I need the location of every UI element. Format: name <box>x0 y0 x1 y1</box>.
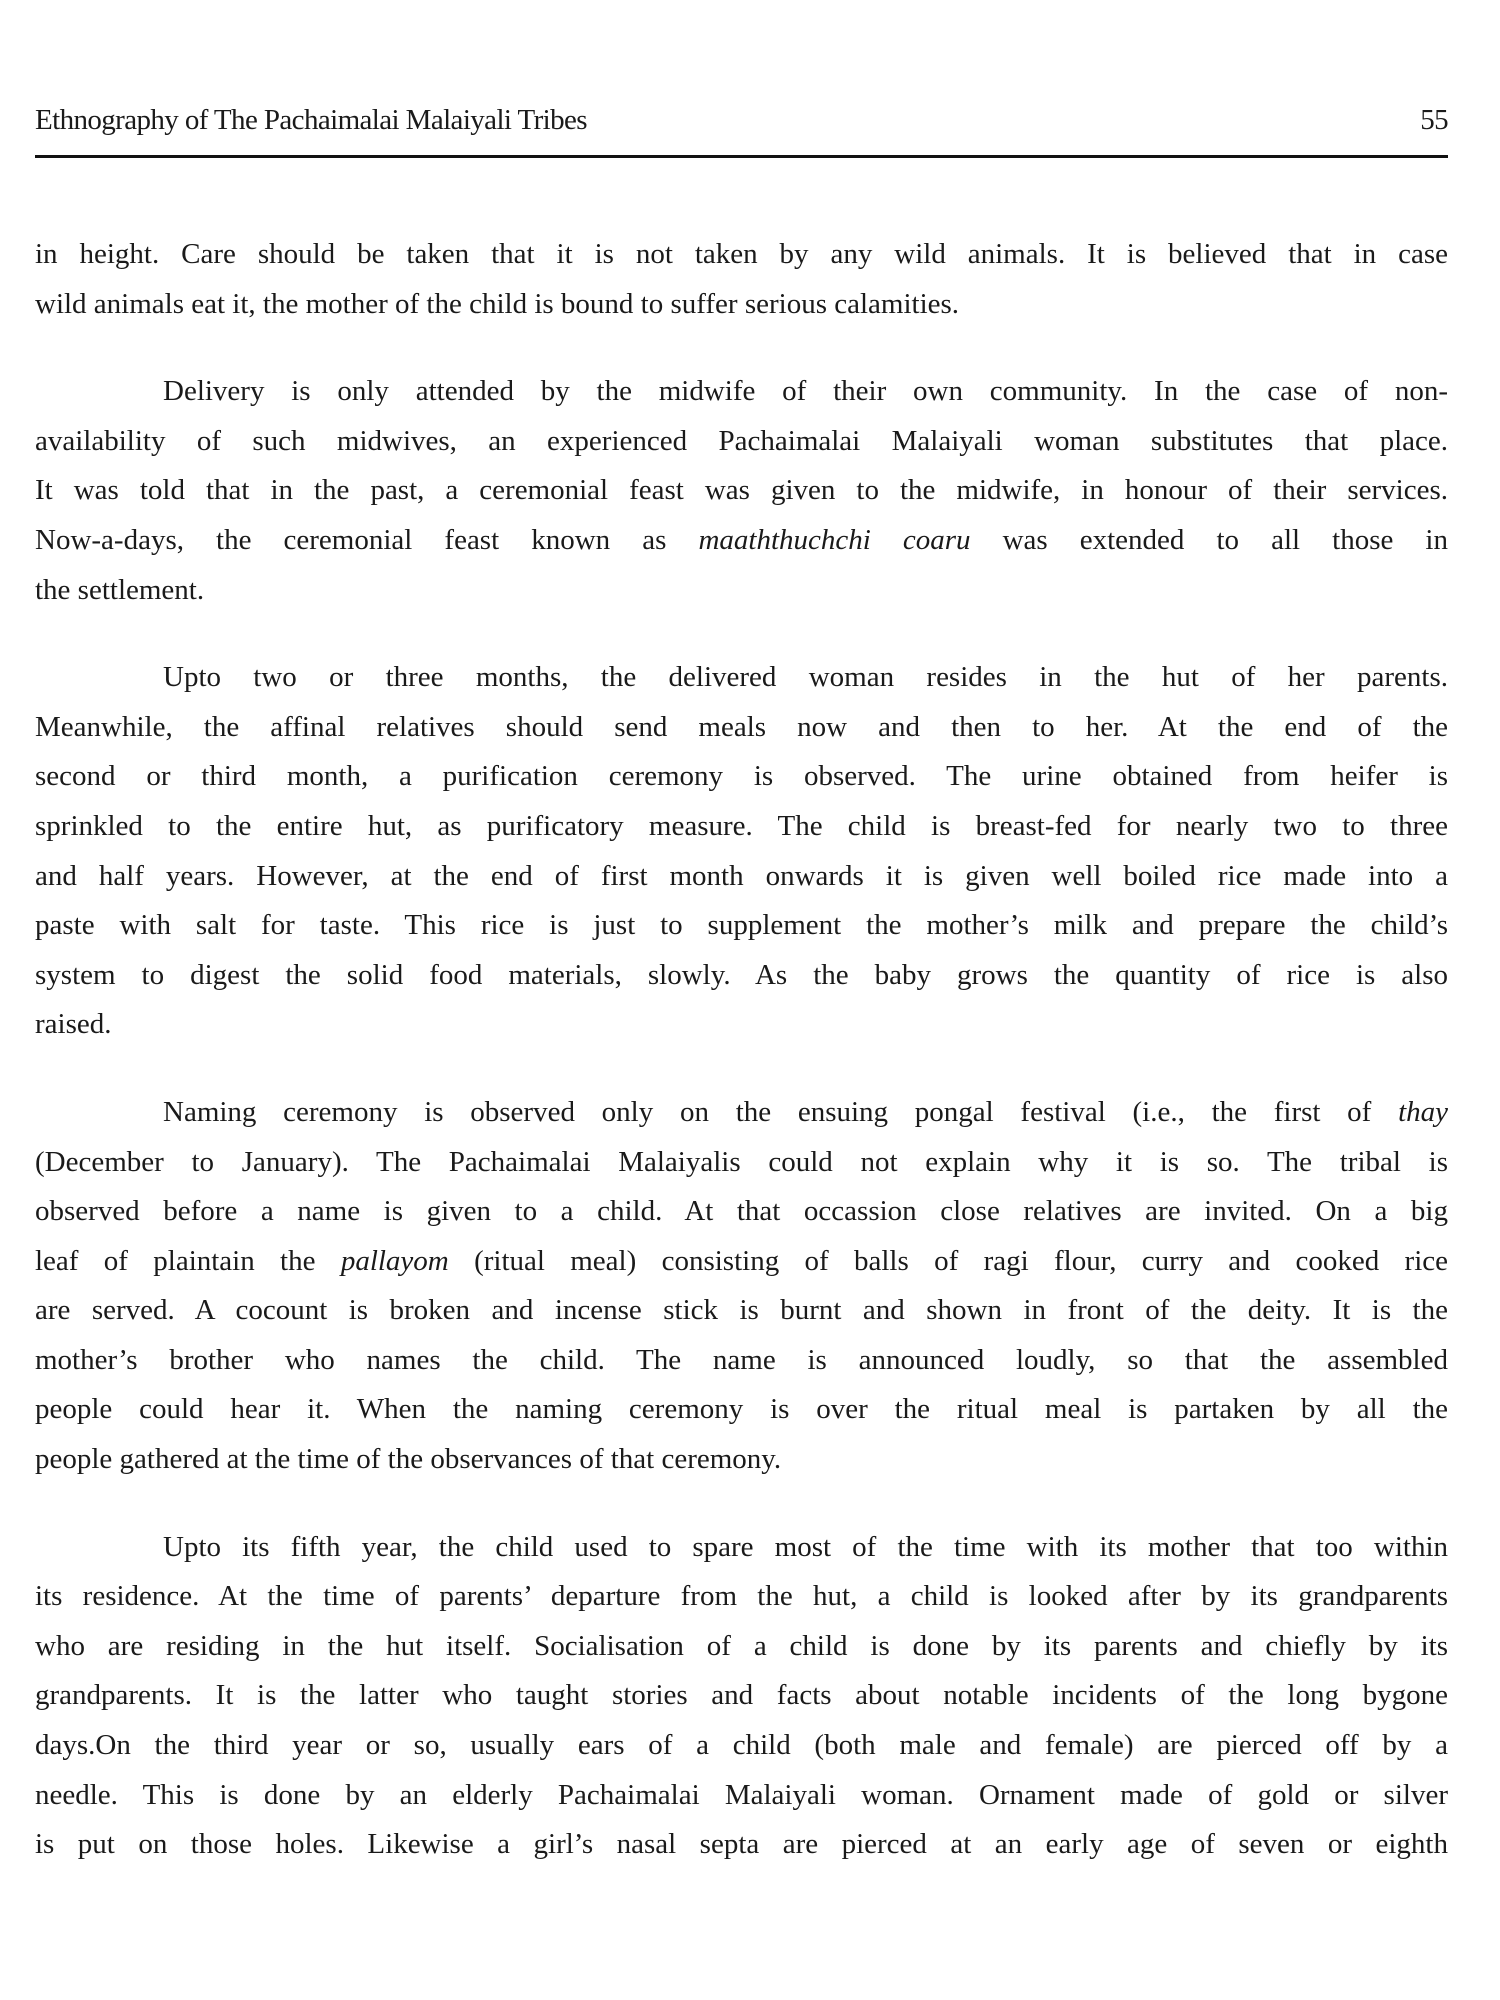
text-segment: are served. A cocount is broken and incense stick is burnt and shown in front of the deity. It is the <box>35 1294 1448 1327</box>
text-line <box>35 951 1448 1001</box>
text-segment: in height. Care should be taken that it is not taken by any wild animals. It is believed that in case <box>35 238 1448 270</box>
text-line <box>35 1671 1448 1721</box>
paragraph <box>35 1523 1448 1870</box>
text-line <box>35 1187 1448 1237</box>
text-line <box>35 466 1448 516</box>
text-line <box>35 1721 1448 1771</box>
text-segment: raised. <box>35 1008 112 1041</box>
page-number: 55 <box>1420 104 1448 136</box>
page-body <box>35 230 1448 1908</box>
text-line <box>35 852 1448 902</box>
text-segment: the settlement. <box>35 573 205 606</box>
text-segment: people gathered at the time of the observances of that ceremony. <box>35 1443 782 1476</box>
text-line <box>35 1286 1448 1336</box>
text-line <box>35 1523 1448 1573</box>
paragraph <box>35 230 1448 329</box>
text-segment: mother’s brother who names the child. The name is announced loudly, so that the assembled <box>35 1343 1448 1376</box>
text-segment: needle. This is done by an elderly Pachaimalai Malaiyali woman. Ornament made of gold or silver <box>35 1778 1448 1811</box>
text-line <box>35 1237 1448 1287</box>
text-segment: and half years. However, at the end of first month onwards it is given well boiled rice made into a <box>35 859 1448 892</box>
text-segment: availability of such midwives, an experienced Pachaimalai Malaiyali woman substitutes that place. <box>35 424 1448 457</box>
text-line <box>35 1000 1448 1050</box>
paragraph <box>35 367 1448 615</box>
text-line <box>35 566 1448 616</box>
text-segment: Upto two or three months, the delivered woman resides in the hut of her parents. <box>163 661 1448 694</box>
text-segment: Now-a-days, the ceremonial feast known as <box>35 523 699 556</box>
text-line <box>35 703 1448 753</box>
text-segment: (December to January). The Pachaimalai Malaiyalis could not explain why it is so. The tribal is <box>35 1145 1448 1178</box>
text-line <box>35 367 1448 417</box>
text-line <box>35 752 1448 802</box>
text-segment: Delivery is only attended by the midwife of their own community. In the case of non- <box>163 375 1448 408</box>
text-segment: its residence. At the time of parents’ departure from the hut, a child is looked after by its grandparents <box>35 1580 1448 1613</box>
text-line <box>35 1336 1448 1386</box>
text-line <box>35 802 1448 852</box>
text-segment: (ritual meal) consisting of balls of ragi flour, curry and cooked rice <box>448 1244 1448 1277</box>
text-segment: grandparents. It is the latter who taught stories and facts about notable incidents of the long bygone <box>35 1679 1448 1712</box>
italic-term: pallayom <box>340 1244 449 1277</box>
text-line <box>35 1088 1448 1138</box>
text-segment: paste with salt for taste. This rice is just to supplement the mother’s milk and prepare the child’s <box>35 909 1448 942</box>
text-segment: second or third month, a purification ceremony is observed. The urine obtained from heifer is <box>35 760 1448 793</box>
text-segment: Upto its fifth year, the child used to spare most of the time with its mother that too within <box>163 1530 1448 1563</box>
text-segment: people could hear it. When the naming ceremony is over the ritual meal is partaken by all the <box>35 1393 1448 1426</box>
text-segment: system to digest the solid food materials, slowly. As the baby grows the quantity of rice is also <box>35 958 1448 991</box>
text-segment: wild animals eat it, the mother of the child is bound to suffer serious calamities. <box>35 287 960 320</box>
text-segment: was extended to all those in <box>970 523 1448 556</box>
text-segment: leaf of plaintain the <box>35 1244 341 1277</box>
text-line <box>35 653 1448 703</box>
text-segment: days.On the third year or so, usually ears of a child (both male and female) are pierced off by a <box>35 1729 1448 1762</box>
italic-term: thay <box>1398 1095 1448 1128</box>
text-line <box>35 1385 1448 1435</box>
running-header <box>35 104 1448 144</box>
text-line <box>35 1820 1448 1870</box>
text-line <box>35 901 1448 951</box>
text-line <box>35 417 1448 467</box>
text-segment: Naming ceremony is observed only on the ensuing pongal festival (i.e., the first of <box>163 1095 1399 1128</box>
text-line <box>35 1771 1448 1821</box>
text-line <box>35 1138 1448 1188</box>
text-segment: It was told that in the past, a ceremonial feast was given to the midwife, in honour of their services. <box>35 474 1448 507</box>
text-segment: Meanwhile, the affinal relatives should send meals now and then to her. At the end of the <box>35 710 1448 743</box>
italic-term: maaththuchchi coaru <box>698 523 971 556</box>
text-line <box>35 516 1448 566</box>
running-header-title: Ethnography of The Pachaimalai Malaiyali Tribes <box>35 104 587 136</box>
paragraph <box>35 653 1448 1050</box>
text-line <box>35 230 1448 280</box>
paragraph <box>35 1088 1448 1485</box>
text-segment: who are residing in the hut itself. Socialisation of a child is done by its parents and chiefly by its <box>35 1629 1448 1662</box>
text-line <box>35 1435 1448 1485</box>
text-line <box>35 1622 1448 1672</box>
text-line <box>35 280 1448 330</box>
text-line <box>35 1572 1448 1622</box>
header-rule <box>35 155 1448 158</box>
text-segment: is put on those holes. Likewise a girl’s nasal septa are pierced at an early age of seven or eighth <box>35 1828 1448 1861</box>
text-segment: observed before a name is given to a child. At that occassion close relatives are invited. On a big <box>35 1195 1448 1228</box>
text-segment: sprinkled to the entire hut, as purificatory measure. The child is breast-fed for nearly two to three <box>35 809 1448 842</box>
